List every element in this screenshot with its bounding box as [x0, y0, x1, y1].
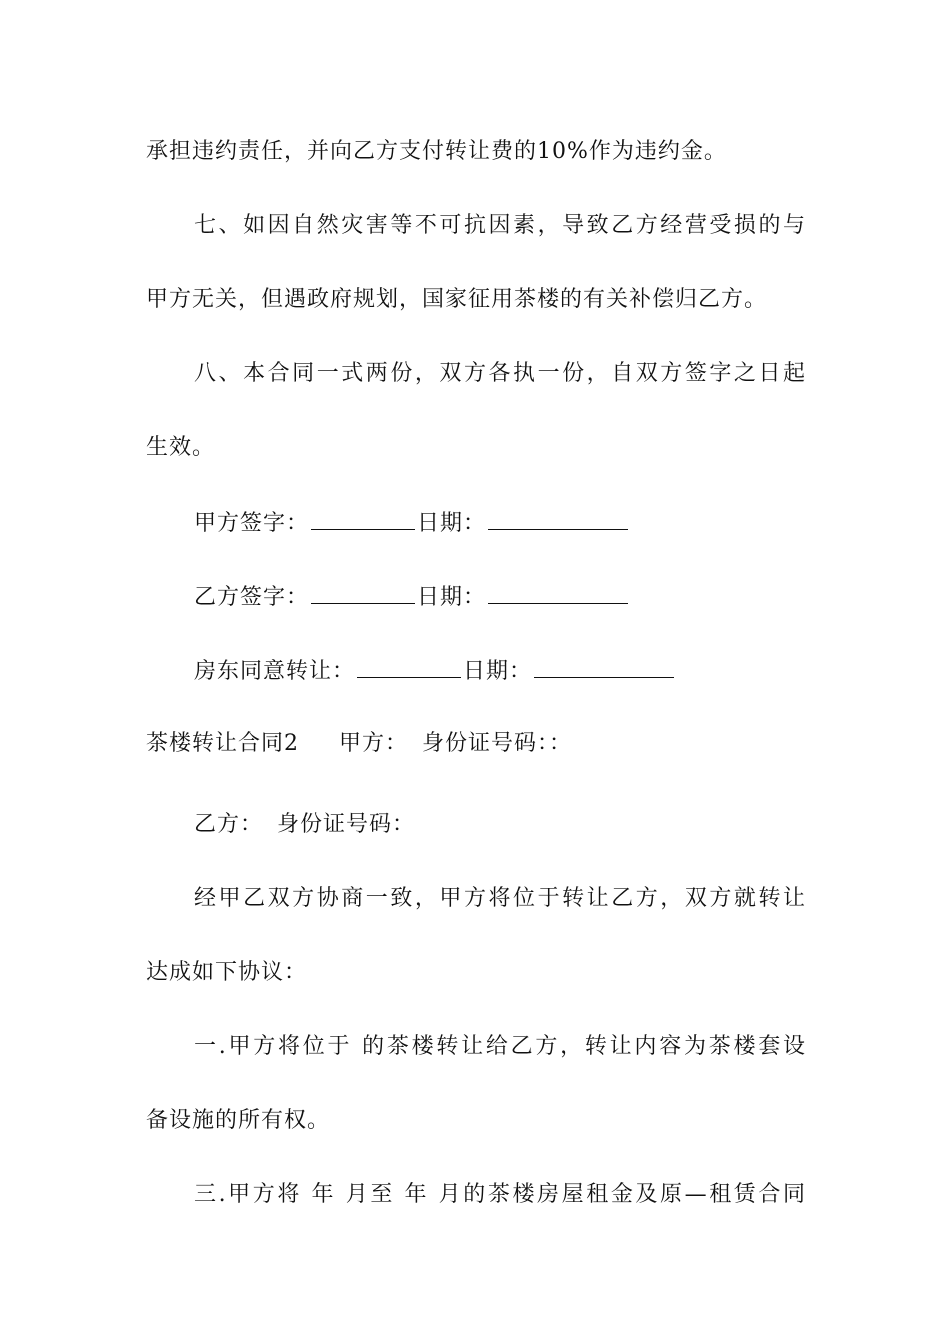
party-b-date-label: 日期： [417, 585, 487, 610]
contract-2-party-a: 甲方： [339, 731, 409, 756]
clause-7-line-1: 七、如因自然灾害等不可抗因素，导致乙方经营受损的与 [194, 213, 806, 238]
landlord-signature-blank[interactable] [357, 655, 461, 678]
party-a-signature-label: 甲方签字： [194, 511, 310, 536]
contract-2-clause-1-line-2: 备设施的所有权。 [146, 1108, 331, 1133]
party-b-signature-blank[interactable] [311, 581, 415, 604]
contract-2-party-a-id: 身份证号码：： [422, 731, 573, 756]
clause-8-line-1: 八、本合同一式两份，双方各执一份，自双方签字之日起 [194, 361, 806, 386]
landlord-date-blank[interactable] [534, 655, 674, 678]
contract-2-clause-3-line-1: 三.甲方将 年 月至 年 月的茶楼房屋租金及原—租赁合同 [194, 1182, 806, 1207]
contract-2-intro-line-2: 达成如下协议： [146, 960, 308, 985]
contract-2-party-b-id: 身份证号码： [277, 812, 416, 837]
party-a-signature-line [194, 507, 806, 539]
clause-8-line-2: 生效。 [146, 435, 216, 460]
landlord-signature-line [194, 655, 806, 687]
contract-2-party-b: 乙方： [194, 812, 264, 837]
landlord-consent-label: 房东同意转让： [194, 659, 356, 684]
party-b-signature-line [194, 581, 806, 613]
contract-2-party-b-line [194, 810, 806, 840]
landlord-date-label: 日期： [463, 659, 533, 684]
contract-2-header-line [146, 729, 806, 759]
party-a-date-label: 日期： [417, 511, 487, 536]
party-b-signature-label: 乙方签字： [194, 585, 310, 610]
clause-7-line-2: 甲方无关，但遇政府规划，国家征用茶楼的有关补偿归乙方。 [146, 287, 768, 312]
clause-6-continuation: 承担违约责任，并向乙方支付转让费的10%作为违约金。 [146, 139, 727, 164]
party-a-signature-blank[interactable] [311, 507, 415, 530]
party-b-date-blank[interactable] [488, 581, 628, 604]
contract-2-title: 茶楼转让合同2 [146, 731, 299, 756]
contract-2-intro-line-1: 经甲乙双方协商一致，甲方将位于转让乙方，双方就转让 [194, 886, 806, 911]
party-a-date-blank[interactable] [488, 507, 628, 530]
contract-2-clause-1-line-1: 一.甲方将位于 的茶楼转让给乙方，转让内容为茶楼套设 [194, 1034, 806, 1059]
